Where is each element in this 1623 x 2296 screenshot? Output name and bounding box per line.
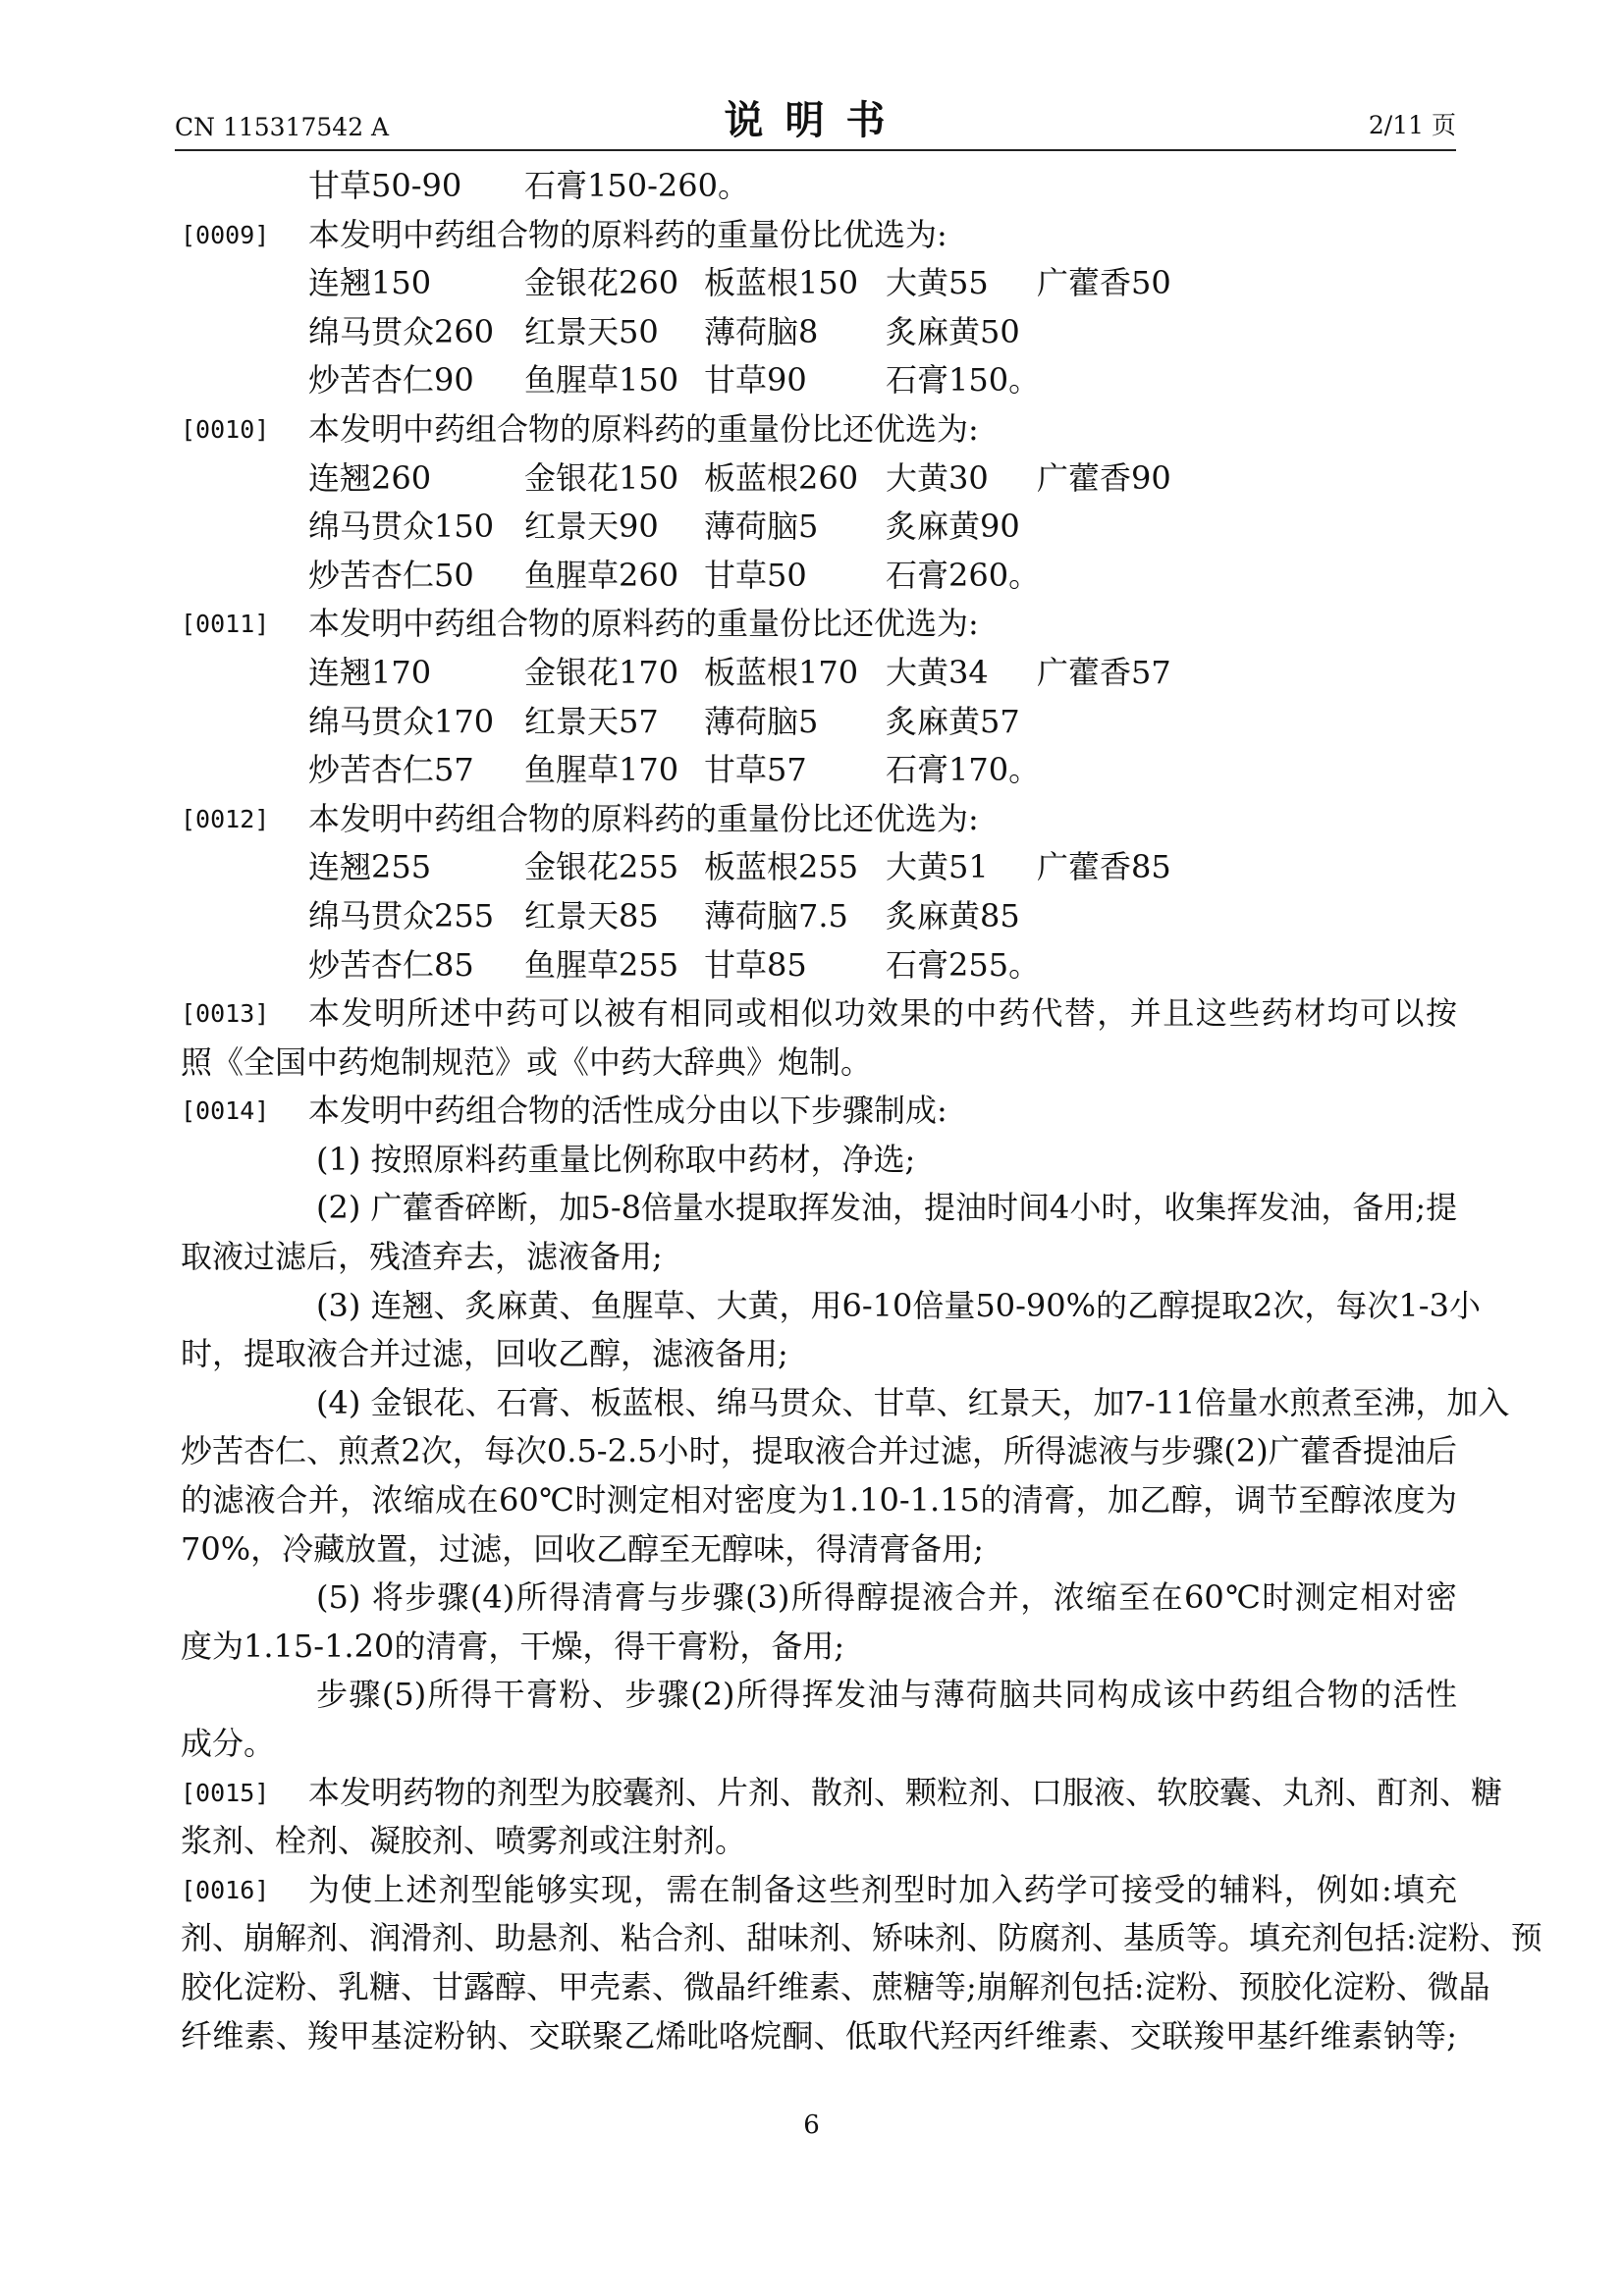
ingredient-cell: 鱼腥草170 bbox=[524, 751, 679, 789]
ingredient-cell: 鱼腥草150 bbox=[524, 361, 679, 400]
ingredient-cell: 鱼腥草255 bbox=[524, 945, 679, 984]
ingredient-row bbox=[181, 259, 1457, 308]
ingredient-row bbox=[181, 941, 1457, 990]
paragraph-continuation bbox=[181, 1427, 1457, 1476]
ingredient-cell: 绵马贯众150 bbox=[308, 507, 495, 546]
step-line bbox=[181, 1379, 1510, 1428]
ingredient-cell: 板蓝根260 bbox=[704, 458, 859, 497]
paragraph-continuation bbox=[181, 1476, 1457, 1525]
ingredient-row bbox=[181, 746, 1457, 795]
paragraph-first-line bbox=[181, 989, 1457, 1039]
ingredient-cell: 金银花170 bbox=[524, 653, 679, 691]
ingredient-row bbox=[181, 698, 1457, 747]
page-number: 6 bbox=[803, 2110, 820, 2140]
paragraph-text: 时，提取液合并过滤，回收乙醇，滤液备用; bbox=[181, 1335, 788, 1373]
ingredient-row bbox=[181, 843, 1457, 892]
paragraph-first-line bbox=[181, 1769, 1503, 1818]
ingredient-cell: 甘草90 bbox=[704, 361, 807, 400]
paragraph-text: 成分。 bbox=[181, 1725, 276, 1762]
paragraph-text: 度为1.15-1.20的清膏，干燥，得干膏粉，备用; bbox=[181, 1627, 845, 1665]
ingredient-cell: 炒苦杏仁85 bbox=[308, 945, 474, 984]
ingredient-cell: 板蓝根150 bbox=[704, 264, 859, 302]
paragraph-continuation bbox=[181, 1963, 1490, 2012]
document-number: CN 115317542 A bbox=[175, 113, 390, 141]
ingredient-cell: 大黄51 bbox=[886, 848, 989, 886]
paragraph-text: 取液过滤后，残渣弃去，滤液备用; bbox=[181, 1238, 663, 1276]
paragraph-continuation bbox=[181, 1233, 1457, 1282]
paragraph-first-line bbox=[181, 795, 1457, 844]
ingredient-cell: 红景天90 bbox=[524, 507, 659, 546]
ingredient-cell: 薄荷脑7.5 bbox=[704, 896, 848, 934]
ingredient-row bbox=[181, 892, 1457, 941]
ingredient-cell: 石膏260。 bbox=[886, 556, 1041, 594]
ingredient-cell: 鱼腥草260 bbox=[524, 556, 679, 594]
paragraph-text: (3) 连翘、炙麻黄、鱼腥草、大黄，用6-10倍量50-90%的乙醇提取2次，每次1-3小 bbox=[316, 1286, 1481, 1324]
paragraph-continuation bbox=[181, 1817, 1457, 1866]
paragraph-number: [0009] bbox=[181, 220, 270, 249]
ingredient-cell: 炒苦杏仁50 bbox=[308, 556, 474, 594]
step-line bbox=[181, 1136, 1457, 1185]
paragraph-number: [0013] bbox=[181, 999, 270, 1029]
ingredient-cell: 炒苦杏仁90 bbox=[308, 361, 474, 400]
paragraph-first-line bbox=[181, 405, 1457, 454]
ingredient-row bbox=[181, 356, 1457, 405]
paragraph-text: (2) 广藿香碎断，加5-8倍量水提取挥发油，提油时间4小时，收集挥发油，备用;提 bbox=[316, 1189, 1458, 1227]
ingredient-cell: 石膏255。 bbox=[886, 945, 1041, 984]
ingredient-row bbox=[181, 649, 1457, 698]
paragraph-continuation bbox=[181, 1914, 1542, 1963]
step-line bbox=[181, 1184, 1457, 1233]
ingredient-row bbox=[181, 454, 1457, 504]
document-body bbox=[181, 162, 1542, 2060]
ingredient-cell: 广藿香85 bbox=[1037, 848, 1171, 886]
ingredient-row bbox=[181, 552, 1457, 601]
paragraph-text: 本发明中药组合物的原料药的重量份比还优选为: bbox=[308, 605, 979, 643]
paragraph-number: [0015] bbox=[181, 1778, 270, 1807]
page-indicator: 2/11 页 bbox=[1368, 111, 1456, 139]
ingredient-cell: 甘草85 bbox=[704, 945, 807, 984]
paragraph-continuation bbox=[181, 2012, 1457, 2061]
ingredient-cell: 炒苦杏仁57 bbox=[308, 751, 474, 789]
paragraph-continuation bbox=[181, 1525, 1457, 1575]
ingredient-cell: 广藿香57 bbox=[1037, 653, 1171, 691]
paragraph-text: 炒苦杏仁、煎煮2次，每次0.5-2.5小时，提取液合并过滤，所得滤液与步骤(2)广藿香提油后 bbox=[181, 1432, 1457, 1470]
paragraph-first-line bbox=[181, 1866, 1457, 1915]
ingredient-cell: 石膏170。 bbox=[886, 751, 1041, 789]
ingredient-cell: 绵马贯众170 bbox=[308, 702, 495, 740]
ingredient-cell: 金银花150 bbox=[524, 458, 679, 497]
paragraph-text: 步骤(5)所得干膏粉、步骤(2)所得挥发油与薄荷脑共同构成该中药组合物的活性 bbox=[316, 1676, 1457, 1714]
paragraph-number: [0011] bbox=[181, 610, 270, 639]
paragraph-text: 本发明中药组合物的原料药的重量份比还优选为: bbox=[308, 409, 979, 448]
paragraph-text: (4) 金银花、石膏、板蓝根、绵马贯众、甘草、红景天，加7-11倍量水煎煮至沸，加入 bbox=[316, 1383, 1510, 1421]
paragraph-continuation bbox=[181, 1039, 1457, 1088]
paragraph-text: 70%，冷藏放置，过滤，回收乙醇至无醇味，得清膏备用; bbox=[181, 1529, 984, 1568]
ingredient-cell: 绵马贯众255 bbox=[308, 896, 495, 934]
ingredient-cell: 红景天50 bbox=[524, 312, 659, 350]
ingredient-cell: 薄荷脑8 bbox=[704, 312, 819, 350]
ingredient-row bbox=[181, 162, 1457, 211]
ingredient-cell: 红景天57 bbox=[524, 702, 659, 740]
step-line bbox=[181, 1574, 1457, 1623]
ingredient-cell: 炙麻黄85 bbox=[886, 896, 1020, 934]
paragraph-text: 浆剂、栓剂、凝胶剂、喷雾剂或注射剂。 bbox=[181, 1822, 747, 1860]
paragraph-text: 胶化淀粉、乳糖、甘露醇、甲壳素、微晶纤维素、蔗糖等;崩解剂包括:淀粉、预胶化淀粉、微晶 bbox=[181, 1967, 1490, 2005]
ingredient-cell: 连翘170 bbox=[308, 653, 432, 691]
ingredient-cell: 甘草57 bbox=[704, 751, 807, 789]
ingredient-cell: 板蓝根170 bbox=[704, 653, 859, 691]
ingredient-cell: 大黄55 bbox=[886, 264, 989, 302]
ingredient-cell: 绵马贯众260 bbox=[308, 312, 495, 350]
ingredient-cell: 薄荷脑5 bbox=[704, 507, 819, 546]
ingredient-cell: 石膏150。 bbox=[886, 361, 1041, 400]
paragraph-text: 本发明中药组合物的原料药的重量份比优选为: bbox=[308, 215, 947, 253]
page-header bbox=[175, 94, 1456, 151]
page-title: 说明书 bbox=[724, 97, 907, 143]
ingredient-cell: 红景天85 bbox=[524, 896, 659, 934]
paragraph-text: 本发明中药组合物的活性成分由以下步骤制成: bbox=[308, 1092, 947, 1130]
step-line bbox=[181, 1671, 1457, 1720]
ingredient-row bbox=[181, 503, 1457, 552]
paragraph-text: 纤维素、羧甲基淀粉钠、交联聚乙烯吡咯烷酮、低取代羟丙纤维素、交联羧甲基纤维素钠等; bbox=[181, 2016, 1457, 2055]
paragraph-number: [0012] bbox=[181, 804, 270, 833]
paragraph-number: [0016] bbox=[181, 1875, 270, 1904]
paragraph-text: (1) 按照原料药重量比例称取中药材，净选; bbox=[316, 1140, 916, 1178]
ingredient-cell: 广藿香90 bbox=[1037, 458, 1171, 497]
paragraph-text: 剂、崩解剂、润滑剂、助悬剂、粘合剂、甜味剂、矫味剂、防腐剂、基质等。填充剂包括:淀粉、预 bbox=[181, 1919, 1542, 1957]
ingredient-cell: 大黄30 bbox=[886, 458, 989, 497]
ingredient-cell: 金银花255 bbox=[524, 848, 679, 886]
paragraph-text: 为使上述剂型能够实现，需在制备这些剂型时加入药学可接受的辅料，例如:填充 bbox=[308, 1870, 1457, 1908]
paragraph-text: 的滤液合并，浓缩成在60℃时测定相对密度为1.10-1.15的清膏，加乙醇，调节至醇浓度为 bbox=[181, 1481, 1457, 1520]
paragraph-number: [0010] bbox=[181, 414, 270, 444]
paragraph-text: 照《全国中药炮制规范》或《中药大辞典》炮制。 bbox=[181, 1042, 873, 1081]
ingredient-cell: 大黄34 bbox=[886, 653, 989, 691]
paragraph-number: [0014] bbox=[181, 1096, 270, 1126]
ingredient-cell: 连翘255 bbox=[308, 848, 432, 886]
step-line bbox=[181, 1282, 1481, 1331]
ingredient-cell: 甘草50-90 bbox=[308, 167, 462, 204]
paragraph-continuation bbox=[181, 1330, 1457, 1379]
ingredient-cell: 板蓝根255 bbox=[704, 848, 859, 886]
ingredient-cell: 金银花260 bbox=[524, 264, 679, 302]
paragraph-text: 本发明所述中药可以被有相同或相似功效果的中药代替，并且这些药材均可以按 bbox=[308, 994, 1457, 1033]
ingredient-cell: 炙麻黄90 bbox=[886, 507, 1020, 546]
paragraph-text: 本发明中药组合物的原料药的重量份比还优选为: bbox=[308, 799, 979, 837]
paragraph-continuation bbox=[181, 1623, 1457, 1672]
paragraph-first-line bbox=[181, 1087, 1457, 1136]
ingredient-cell: 连翘260 bbox=[308, 458, 432, 497]
ingredient-cell: 炙麻黄50 bbox=[886, 312, 1020, 350]
ingredient-cell: 甘草50 bbox=[704, 556, 807, 594]
paragraph-text: 本发明药物的剂型为胶囊剂、片剂、散剂、颗粒剂、口服液、软胶囊、丸剂、酊剂、糖 bbox=[308, 1773, 1503, 1811]
ingredient-cell: 薄荷脑5 bbox=[704, 702, 819, 740]
ingredient-cell: 广藿香50 bbox=[1037, 264, 1171, 302]
ingredient-cell: 石膏150-260。 bbox=[524, 167, 749, 204]
paragraph-text: (5) 将步骤(4)所得清膏与步骤(3)所得醇提液合并，浓缩至在60℃时测定相对密 bbox=[316, 1578, 1457, 1617]
ingredient-cell: 炙麻黄57 bbox=[886, 702, 1020, 740]
paragraph-continuation bbox=[181, 1720, 1457, 1769]
paragraph-first-line bbox=[181, 600, 1457, 649]
ingredient-cell: 连翘150 bbox=[308, 264, 432, 302]
paragraph-first-line bbox=[181, 211, 1457, 260]
ingredient-row bbox=[181, 308, 1457, 357]
